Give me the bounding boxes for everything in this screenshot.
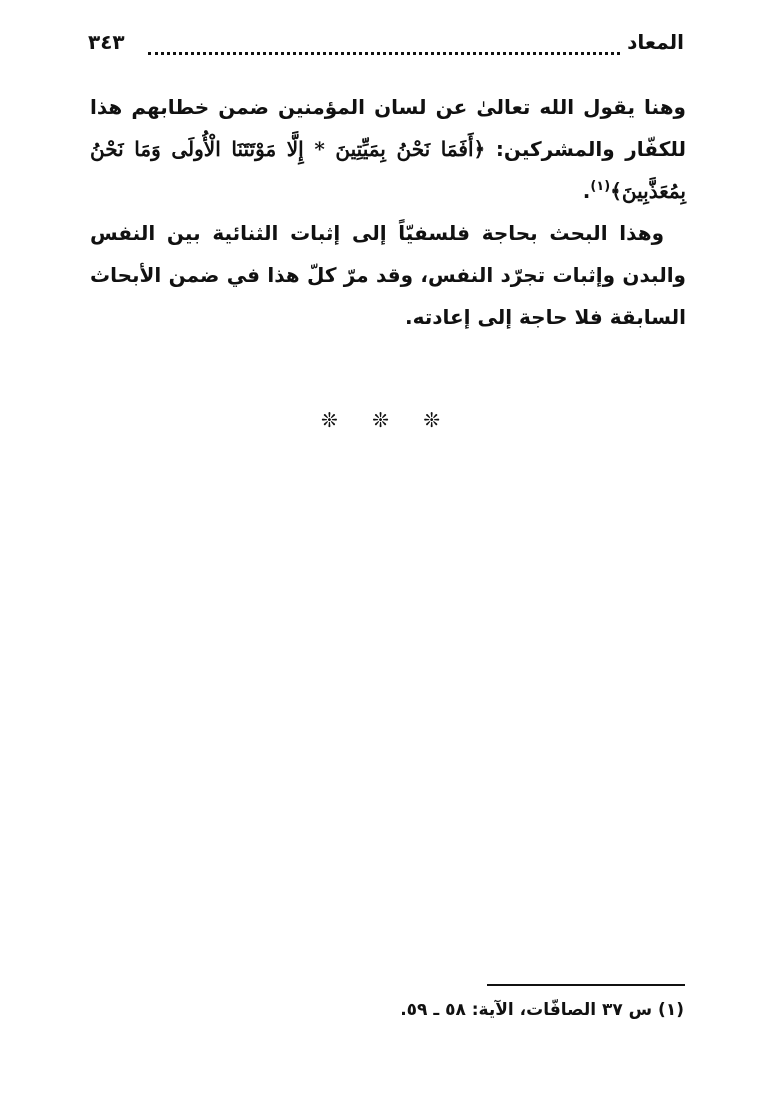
footnote: (١) س ٣٧ الصافّات، الآية: ٥٨ ـ ٥٩. [400,1000,684,1020]
main-text [90,86,686,338]
section-separator: ❊ ❊ ❊ [321,408,454,432]
page-number: ٣٤٣ [88,30,131,54]
footnote-reference: (١) [590,179,611,194]
paragraph-1-text: وهنا يقول الله تعالىٰ عن لسان المؤمنين ضمن خطابهم هذا للكفّار والمشركين: [90,95,687,161]
quran-verse: ﴿أَفَمَا نَحْنُ بِمَيِّتِينَ * إِلَّا مَوْتَتَنَا الْأُولَى وَمَا نَحْنُ بِمُعَذَّبِينَ﴾ [90,137,686,203]
chapter-title: المعاد [621,30,684,54]
page-header [88,28,684,62]
paragraph-1-end: . [582,179,591,203]
paragraph-2: وهذا البحث بحاجة فلسفيّاً إلى إثبات الثنائية بين النفس والبدن وإثبات تجرّد النفس، وقد مرّ كلّ هذا في ضمن الأبحاث السابقة فلا حاجة إلى إعادته. [90,221,686,329]
dotted-leader [148,52,620,55]
footnote-divider [487,984,685,986]
paragraph-1 [90,86,686,212]
